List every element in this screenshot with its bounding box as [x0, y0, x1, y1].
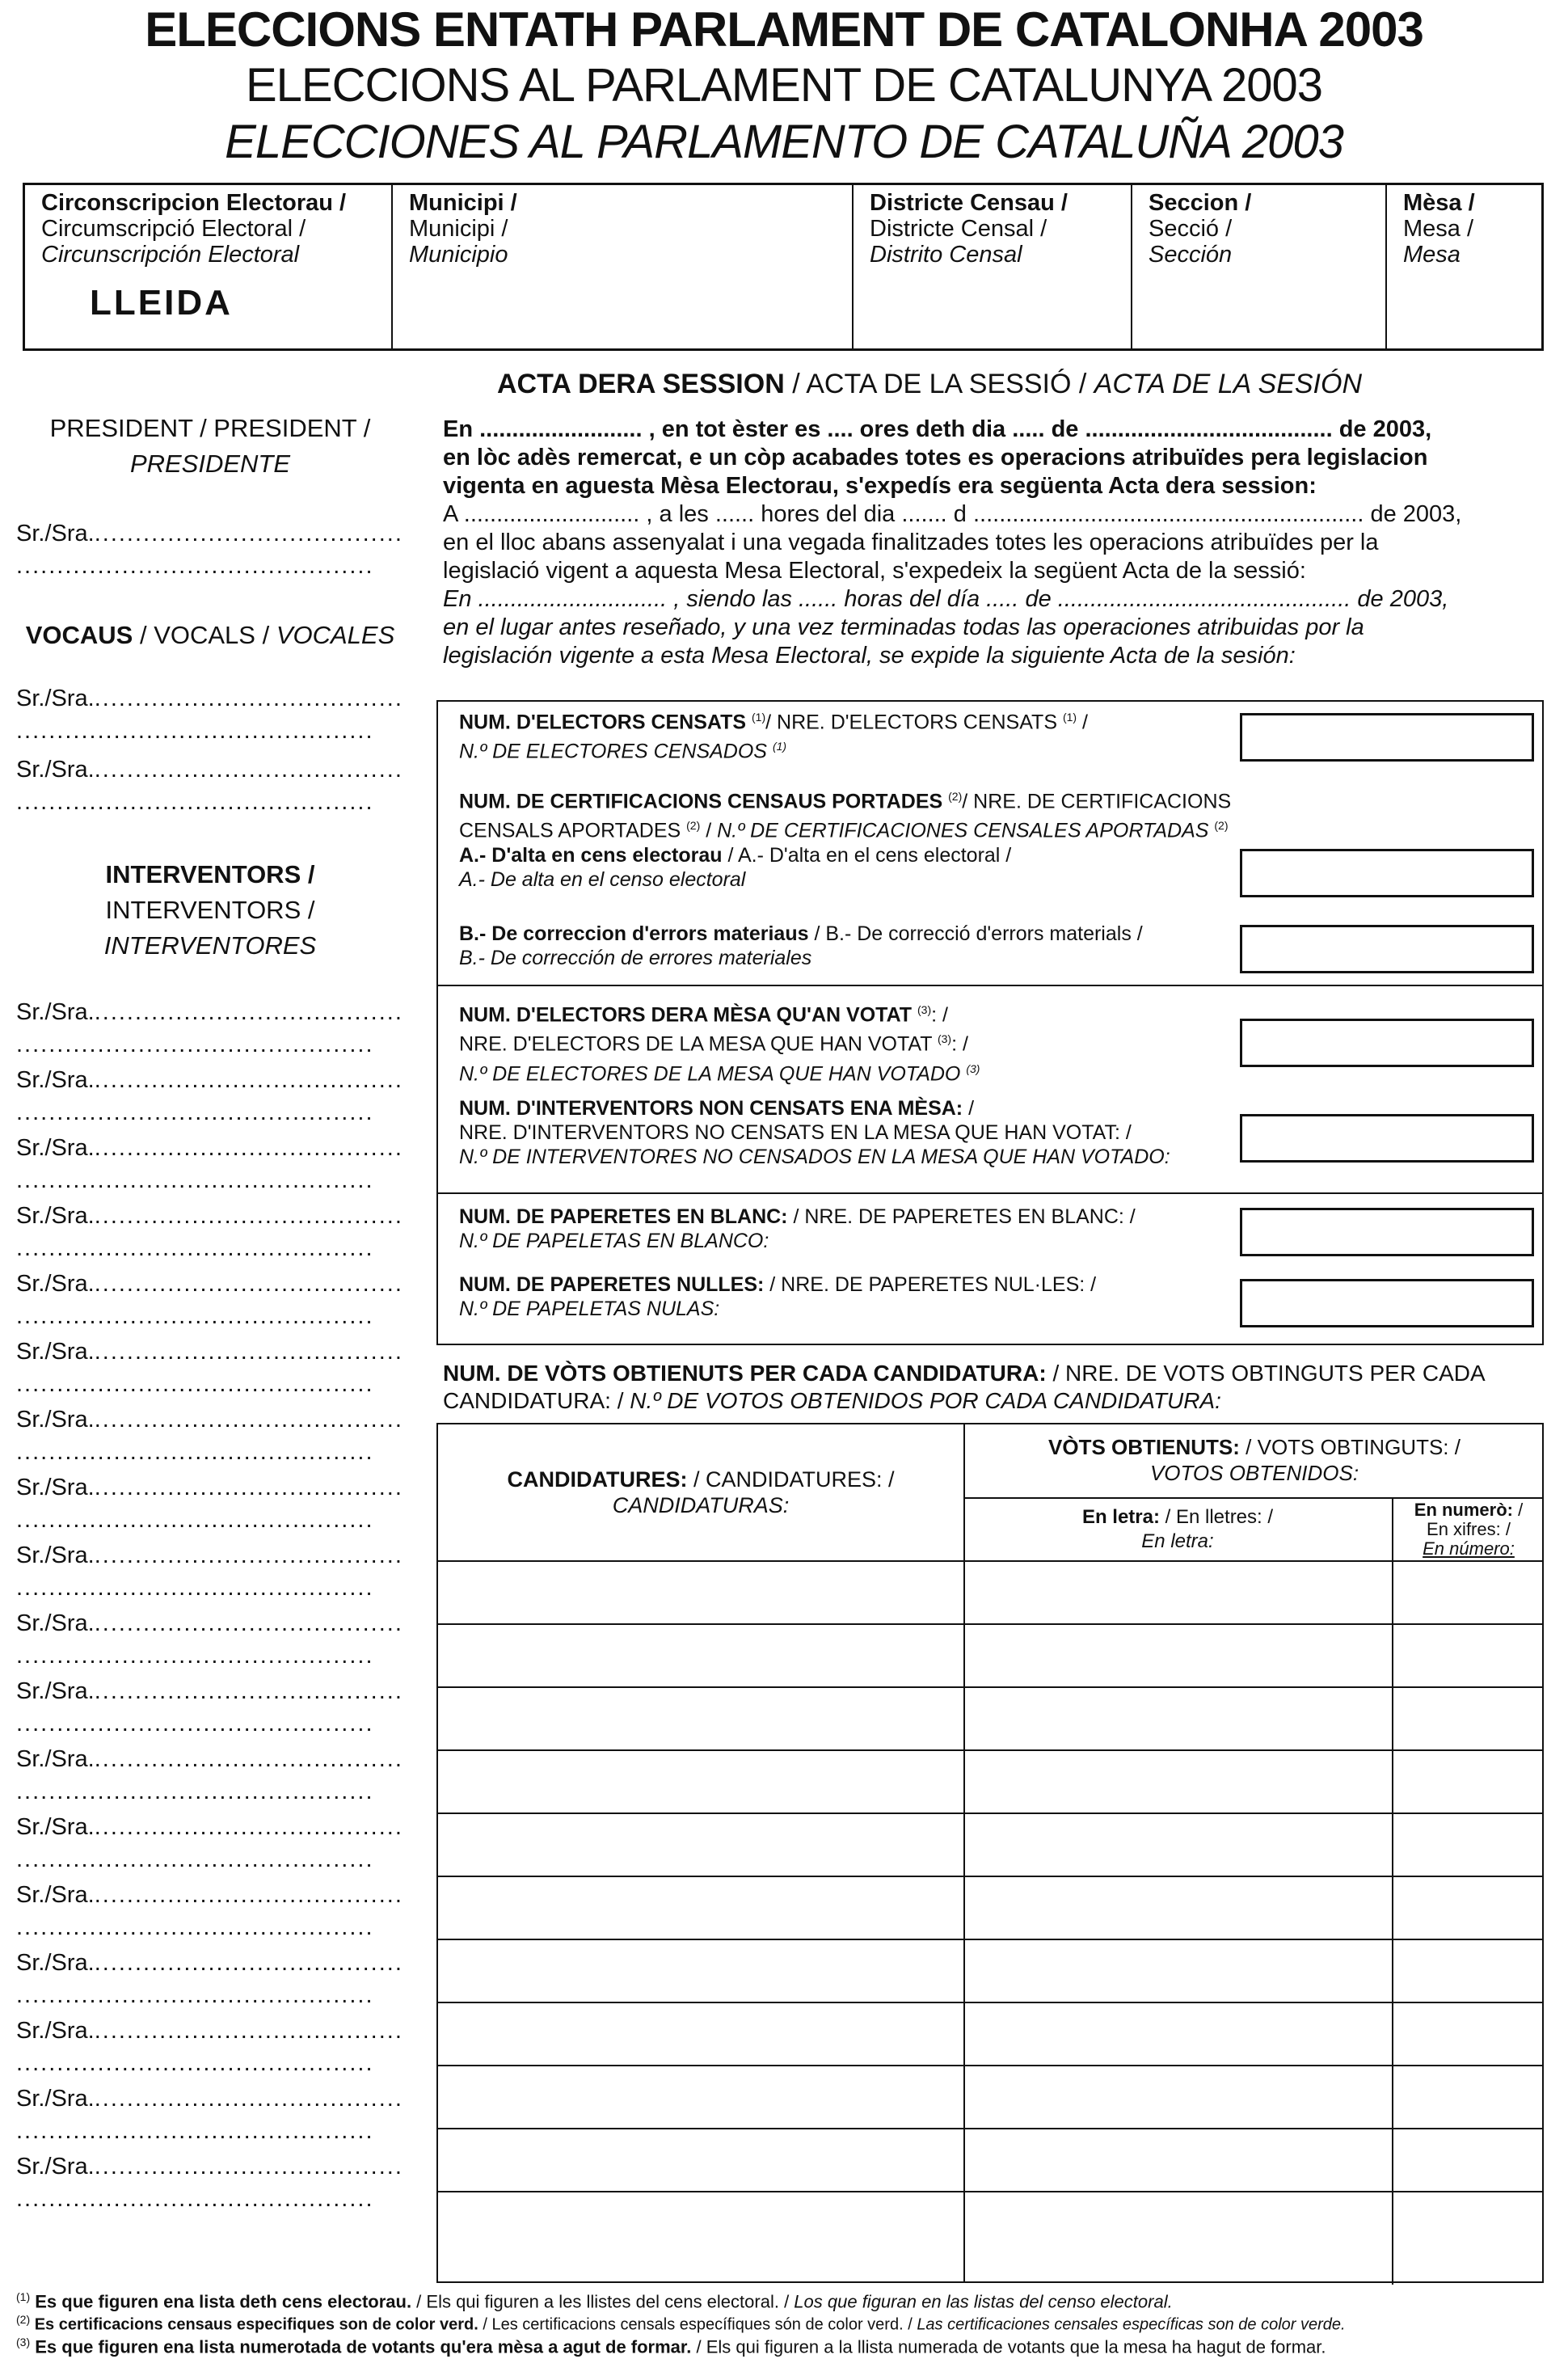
dotted-line: ......................................	[94, 1542, 403, 1568]
signature-line[interactable]	[16, 521, 403, 547]
municipi-label-ca: Municipi /	[409, 216, 508, 242]
dotted-line[interactable]: ............................................	[16, 1235, 374, 1261]
dotted-line[interactable]: ............................................	[16, 789, 374, 815]
sr-sra-label: Sr./Sra.	[16, 2018, 95, 2044]
votat-label-es: N.º DE ELECTORES DE LA MESA QUE HAN VOTADO	[459, 1061, 967, 1085]
row-divider	[438, 2128, 1542, 2129]
cert-label-oc: NUM. DE CERTIFICACIONS CENSAUS PORTADES	[459, 790, 949, 813]
interv-label-ca: NRE. D'INTERVENTORS NO CENSATS EN LA MESA QUE HAN VOTAT: /	[459, 1121, 1132, 1144]
acta-title	[315, 369, 1544, 400]
signature-line[interactable]	[16, 1882, 403, 1909]
dotted-line: ......................................	[94, 1203, 403, 1229]
president-label: PRESIDENT / PRESIDENT /	[49, 414, 371, 442]
row-divider	[438, 1623, 1542, 1625]
nulles-label-es: N.º DE PAPELETAS NULAS:	[459, 1298, 720, 1320]
districte-cell[interactable]	[854, 185, 1132, 348]
in-letters-header	[963, 1505, 1392, 1554]
municipi-label-es: Municipio	[409, 242, 508, 268]
sr-sra-label: Sr./Sra.	[16, 1135, 95, 1161]
vocals-label-es: VOCALES	[276, 621, 395, 649]
cand-label-ca: / CANDIDATURES: /	[687, 1467, 895, 1492]
para-oc-2: en lòc adès remercat, e un còp acabades totes es operacions atribuïdes pera legislacion	[443, 445, 1428, 471]
seccion-label-ca: Secció /	[1149, 216, 1233, 242]
interv-label-oc: NUM. D'INTERVENTORS NON CENSATS ENA MÈSA:	[459, 1097, 963, 1120]
title-spanish: ELECCIONES AL PARLAMENTO DE CATALUÑA 2003	[225, 116, 1343, 168]
num-label-ca: En xifres: /	[1427, 1519, 1511, 1539]
dotted-line[interactable]: ............................................	[16, 1439, 374, 1465]
votat-input[interactable]	[1240, 1019, 1534, 1067]
blanc-label-es: N.º DE PAPELETAS EN BLANCO:	[459, 1230, 769, 1252]
censats-label-es: N.º DE ELECTORES CENSADOS	[459, 740, 773, 763]
acta-title-es: ACTA DE LA SESIÓN	[1094, 369, 1363, 399]
sr-sra-label: Sr./Sra.	[16, 1746, 95, 1772]
sr-sra-label: Sr./Sra.	[16, 2086, 95, 2112]
para-es-2: en el lugar antes reseñado, y una vez terminadas todas las operaciones atribuidas por la	[443, 614, 1364, 640]
alta-label-es: A.- De alta en el censo electoral	[459, 867, 746, 891]
sr-sra-label: Sr./Sra.	[16, 1542, 95, 1568]
signature-line[interactable]	[16, 1814, 403, 1841]
vocals-label-ca: / VOCALS /	[133, 621, 276, 649]
header-box	[23, 183, 1544, 351]
footnote-2-ca: / Les certificacions censals específiques són de color verd. /	[478, 2315, 917, 2334]
votes-heading-es: N.º DE VOTOS OBTENIDOS POR CADA CANDIDATURA:	[630, 1388, 1221, 1413]
footnote-3	[16, 2332, 1552, 2357]
signature-line[interactable]	[16, 999, 403, 1026]
dotted-line[interactable]: ............................................	[16, 2186, 374, 2212]
footnote-ref: (2)	[1214, 819, 1229, 833]
votes-heading-ca: / NRE. DE VOTS OBTINGUTS PER CADA	[1046, 1361, 1486, 1386]
dotted-line[interactable]: ............................................	[16, 553, 374, 579]
obt-label-ca: / VOTS OBTINGUTS: /	[1239, 1435, 1461, 1459]
interv-label-es: N.º DE INTERVENTORES NO CENSADOS EN LA MESA QUE HAN VOTADO:	[459, 1146, 1170, 1168]
sr-sra-label: Sr./Sra.	[16, 1475, 95, 1500]
nulles-label-oc: NUM. DE PAPERETES NULLES:	[459, 1273, 765, 1296]
dotted-line: ......................................	[94, 1678, 403, 1704]
corr-label-oc: B.- De correccion d'errors materiaus	[459, 922, 809, 945]
session-paragraph	[443, 416, 1544, 670]
num-label-sep: /	[1513, 1500, 1524, 1520]
president-heading	[16, 411, 404, 482]
footnote-marker: (1)	[16, 2290, 31, 2303]
dotted-line: ......................................	[94, 1746, 403, 1772]
votes-heading	[443, 1360, 1544, 1415]
dotted-line[interactable]: ............................................	[16, 1303, 374, 1329]
signature-line[interactable]	[16, 1271, 403, 1298]
correccion-input[interactable]	[1240, 925, 1534, 973]
footnote-3-oc: Es que figuren ena lista numerotada de votants qu'era mèsa a agut de formar.	[35, 2336, 692, 2357]
correccion-label	[459, 922, 1235, 970]
sr-sra-label: Sr./Sra.	[16, 1067, 95, 1093]
footnote-ref: (1)	[1062, 711, 1077, 724]
municipi-cell[interactable]	[393, 185, 854, 348]
signature-line[interactable]	[16, 1746, 403, 1773]
candidatures-header	[438, 1466, 963, 1518]
dotted-line[interactable]: ............................................	[16, 2050, 374, 2076]
dotted-line: ......................................	[94, 686, 403, 711]
row-divider	[438, 2002, 1542, 2003]
interventors-heading	[16, 857, 404, 964]
votes-obtained-header	[963, 1434, 1545, 1486]
dotted-line[interactable]: ............................................	[16, 1099, 374, 1125]
dotted-line: ......................................	[94, 1882, 403, 1908]
seccion-cell[interactable]	[1132, 185, 1387, 348]
dotted-line[interactable]: ............................................	[16, 1982, 374, 2008]
title-occitan: ELECCIONS ENTATH PARLAMENT DE CATALONHA 2003	[145, 2, 1423, 57]
mesa-label-es: Mesa	[1403, 242, 1461, 268]
alta-label-oc: A.- D'alta en cens electorau	[459, 843, 723, 867]
alta-label-ca: / A.- D'alta en el cens electoral /	[722, 843, 1012, 867]
mesa-cell[interactable]	[1387, 185, 1541, 348]
sr-sra-label: Sr./Sra.	[16, 1882, 95, 1908]
letra-label-ca: / En lletres: /	[1159, 1506, 1274, 1528]
nulles-input[interactable]	[1240, 1279, 1534, 1327]
signature-line[interactable]	[16, 757, 403, 783]
corr-label-ca: / B.- De correcció d'errors materials /	[808, 922, 1143, 945]
signature-line[interactable]	[16, 1339, 403, 1365]
sr-sra-label: Sr./Sra.	[16, 1610, 95, 1636]
cert-label-es: N.º DE CERTIFICACIONES CENSALES APORTADAS	[717, 819, 1215, 842]
dotted-line: ......................................	[94, 1950, 403, 1976]
footnote-1-oc: Es que figuren ena lista deth cens electorau.	[35, 2291, 412, 2312]
dotted-line: ......................................	[94, 1610, 403, 1636]
censats-label-oc: NUM. D'ELECTORS CENSATS	[459, 711, 752, 734]
censats-label: NUM. D'ELECTORS CENSATS $^{(1)}$/ NRE. D'ELECTORS CENSATS $^{(1)}$ / N.º DE ELECTORES CENSADOS $^{(1)}$	[459, 711, 1088, 763]
votat-label-ca: NRE. D'ELECTORS DE LA MESA QUE HAN VOTAT	[459, 1032, 938, 1056]
districte-label-es: Distrito Censal	[870, 242, 1022, 268]
votes-table	[436, 1423, 1544, 2283]
row-divider	[438, 1749, 1542, 1751]
signature-line[interactable]	[16, 2086, 403, 2112]
interventors-label: NUM. D'INTERVENTORS NON CENSATS ENA MÈSA: / NRE. D'INTERVENTORS NO CENSATS EN LA MESA QUE HAN VOTAT: / N.º DE INTERVENTORES NO CENSADOS EN LA MESA QUE HAN VOTADO:	[459, 1096, 1235, 1169]
alta-input[interactable]	[1240, 849, 1534, 897]
seccion-label-es: Sección	[1149, 242, 1233, 268]
num-label-es: En número:	[1423, 1538, 1515, 1559]
signature-line[interactable]	[16, 1678, 403, 1705]
row-divider	[963, 1497, 1542, 1499]
sr-sra-label: Sr./Sra.	[16, 1271, 95, 1297]
footnote-ref: (3)	[917, 1003, 932, 1016]
para-oc-1: En ......................... , en tot èster es .... ores deth dia ..... de ...................................... de 2003,	[443, 416, 1432, 442]
dotted-line: ......................................	[94, 757, 403, 783]
para-es-3: legislación vigente a esta Mesa Electoral, se expide la siguiente Acta de la sesión:	[443, 643, 1296, 669]
col-divider	[1392, 1497, 1393, 2285]
dotted-line[interactable]: ............................................	[16, 1643, 374, 1669]
censats-label-ca: / NRE. D'ELECTORS CENSATS	[765, 711, 1063, 734]
dotted-line: ......................................	[94, 1407, 403, 1433]
cert-label-ca-2: CENSALS APORTADES	[459, 819, 687, 842]
dotted-line[interactable]: ............................................	[16, 1711, 374, 1737]
footnote-marker: (2)	[16, 2313, 31, 2326]
footnote-ref: (2)	[686, 819, 701, 833]
dotted-line: ......................................	[94, 1135, 403, 1161]
signature-line[interactable]	[16, 1203, 403, 1230]
footnote-ref: (1)	[752, 711, 766, 724]
corr-label-es: B.- De corrección de errores materiales	[459, 947, 812, 969]
sr-sra-label: Sr./Sra.	[16, 757, 95, 783]
votes-heading-oc: NUM. DE VÒTS OBTIENUTS PER CADA CANDIDATURA:	[443, 1361, 1047, 1386]
dotted-line[interactable]: ............................................	[16, 1371, 374, 1397]
footnote-1-ca: / Els qui figuren a les llistes del cens electoral. /	[411, 2291, 795, 2312]
nulles-label-ca: / NRE. DE PAPERETES NUL·LES: /	[764, 1273, 1097, 1296]
signature-line[interactable]	[16, 1542, 403, 1569]
para-ca-3: legislació vigent a aquesta Mesa Electoral, s'expedeix la següent Acta de la sessió:	[443, 558, 1306, 584]
districte-label-oc: Districte Censau /	[870, 190, 1068, 216]
votes-heading-ca-2: CANDIDATURA: /	[443, 1388, 630, 1413]
circ-label-es: Circunscripción Electoral	[41, 242, 300, 268]
interventors-label-ca: INTERVENTORS /	[105, 896, 315, 924]
signature-line[interactable]	[16, 1610, 403, 1637]
interventors-input[interactable]	[1240, 1114, 1534, 1163]
sr-sra-label: Sr./Sra.	[16, 1203, 95, 1229]
vocals-label-oc: VOCAUS	[25, 621, 133, 649]
row-divider	[438, 2065, 1542, 2066]
dotted-line[interactable]: ............................................	[16, 1914, 374, 1940]
dotted-line: ......................................	[94, 2018, 403, 2044]
para-ca-1: A ........................... , a les ...... hores del dia ....... d ............................................................ de 2003,	[443, 501, 1462, 527]
signature-line[interactable]	[16, 1475, 403, 1501]
cand-label-oc: CANDIDATURES:	[507, 1467, 688, 1492]
in-numbers-header	[1393, 1500, 1544, 1559]
row-divider	[438, 1560, 1542, 1562]
interventors-label-oc: INTERVENTORS /	[105, 860, 315, 888]
signature-line[interactable]	[16, 686, 403, 712]
sr-sra-label: Sr./Sra.	[16, 1407, 95, 1433]
cert-label-ca: / NRE. DE CERTIFICACIONS	[962, 790, 1232, 813]
dotted-line[interactable]: ............................................	[16, 1032, 374, 1057]
footnote-ref: (3)	[937, 1032, 952, 1046]
president-label-es: PRESIDENTE	[129, 449, 291, 478]
votat-label: NUM. D'ELECTORS DERA MÈSA QU'AN VOTAT $^{(3)}$: / NRE. D'ELECTORS DE LA MESA QUE HAN VOTAT $^{(3)}$: / N.º DE ELECTORES DE LA MESA QUE HAN VOTADO $^{(3)}$	[459, 1003, 980, 1085]
dotted-line: ......................................	[94, 2086, 403, 2112]
dotted-line[interactable]: ............................................	[16, 1575, 374, 1601]
footnote-2-es: Las certificaciones censales específicas son de color verde.	[917, 2315, 1346, 2334]
dotted-line: ......................................	[94, 1271, 403, 1297]
footnote-ref: (2)	[948, 790, 963, 803]
signature-line[interactable]	[16, 1135, 403, 1162]
dotted-line[interactable]: ............................................	[16, 1167, 374, 1193]
para-ca-2: en el lloc abans assenyalat i una vegada finalitzades totes les operacions atribuïdes per la	[443, 530, 1379, 555]
dotted-line[interactable]: ............................................	[16, 718, 374, 744]
certificacions-label: NUM. DE CERTIFICACIONS CENSAUS PORTADES $^{(2)}$/ NRE. DE CERTIFICACIONS CENSALS APORTADES $^{(2)}$ / N.º DE CERTIFICACIONES CENSALES APORTADAS $^{(2)}$ A.- D'alta en cens electorau / A.- D'alta en el cens electoral / A.- De alta en el censo electoral	[459, 784, 1235, 892]
dotted-line: ......................................	[94, 1475, 403, 1500]
sr-sra-label: Sr./Sra.	[16, 1814, 95, 1840]
vocals-heading	[16, 618, 404, 653]
mesa-label-oc: Mèsa /	[1403, 190, 1475, 216]
row-divider	[438, 1686, 1542, 1688]
blanc-label-oc: NUM. DE PAPERETES EN BLANC:	[459, 1205, 788, 1228]
blanc-input[interactable]	[1240, 1208, 1534, 1256]
blanc-label-ca: / NRE. DE PAPERETES EN BLANC: /	[787, 1205, 1136, 1228]
para-es-1: En ............................. , siendo las ...... horas del día ..... de ............................................. de 2003,	[443, 586, 1449, 612]
seccion-label-oc: Seccion /	[1149, 190, 1252, 216]
footnote-2-oc: Es certificacions censaus especifiques son de color verd.	[34, 2315, 478, 2334]
dotted-line: ......................................	[94, 1814, 403, 1840]
dotted-line: ......................................	[94, 1067, 403, 1093]
circumscription-value: LLEIDA	[90, 283, 233, 323]
sr-sra-label: Sr./Sra.	[16, 521, 95, 546]
num-label-oc: En numerò:	[1414, 1500, 1513, 1520]
nulles-label	[459, 1272, 1235, 1321]
dotted-line[interactable]: ............................................	[16, 1779, 374, 1804]
acta-title-ca: / ACTA DE LA SESSIÓ /	[784, 369, 1094, 399]
footnote-1-es: Los que figuran en las listas del censo electoral.	[794, 2291, 1173, 2312]
signature-line[interactable]	[16, 2154, 403, 2180]
dotted-line: ......................................	[94, 521, 403, 546]
blanc-label	[459, 1205, 1235, 1253]
interventors-label-es: INTERVENTORES	[103, 931, 317, 960]
dotted-line[interactable]: ............................................	[16, 2118, 374, 2144]
row-divider	[438, 1813, 1542, 1814]
dotted-line: ......................................	[94, 1339, 403, 1365]
row-divider	[438, 2191, 1542, 2192]
row-divider	[438, 1876, 1542, 1877]
divider	[436, 1192, 1544, 1194]
dotted-line[interactable]: ............................................	[16, 1846, 374, 1872]
para-oc-3: vigenta en aguesta Mèsa Electorau, s'expedís era següenta Acta dera session:	[443, 473, 1317, 499]
censats-input[interactable]	[1240, 713, 1534, 762]
acta-title-oc: ACTA DERA SESSION	[496, 369, 785, 399]
footnote-3-ca: / Els qui figuren a la llista numerada de votants que la mesa ha hagut de formar.	[691, 2336, 1326, 2357]
signature-line[interactable]	[16, 1407, 403, 1433]
circ-label-oc: Circonscripcion Electorau /	[41, 190, 347, 216]
sr-sra-label: Sr./Sra.	[16, 686, 95, 711]
signature-line[interactable]	[16, 1950, 403, 1977]
sr-sra-label: Sr./Sra.	[16, 1950, 95, 1976]
row-divider	[438, 1939, 1542, 1940]
sr-sra-label: Sr./Sra.	[16, 2154, 95, 2180]
obt-label-es: VOTOS OBTENIDOS:	[1149, 1461, 1359, 1485]
footnote-marker: (3)	[16, 2336, 31, 2348]
mesa-label-ca: Mesa /	[1403, 216, 1474, 242]
circumscription-cell	[25, 185, 393, 348]
divider	[436, 985, 1544, 986]
sr-sra-label: Sr./Sra.	[16, 1678, 95, 1704]
circ-label-ca: Circumscripció Electoral /	[41, 216, 306, 242]
obt-label-oc: VÒTS OBTIENUTS:	[1048, 1435, 1240, 1459]
cand-label-es: CANDIDATURAS:	[612, 1493, 790, 1517]
title-catalan: ELECCIONS AL PARLAMENT DE CATALUNYA 2003	[245, 59, 1323, 112]
footnote-ref: (1)	[772, 740, 787, 753]
dotted-line[interactable]: ............................................	[16, 1507, 374, 1533]
votat-label-oc: NUM. D'ELECTORS DERA MÈSA QU'AN VOTAT	[459, 1003, 917, 1027]
footnote-ref: (3)	[966, 1061, 980, 1075]
signature-line[interactable]	[16, 1067, 403, 1094]
dotted-line: ......................................	[94, 999, 403, 1025]
letra-label-es: En letra:	[1141, 1530, 1214, 1552]
districte-label-ca: Districte Censal /	[870, 216, 1047, 242]
sr-sra-label: Sr./Sra.	[16, 999, 95, 1025]
sr-sra-label: Sr./Sra.	[16, 1339, 95, 1365]
letra-label-oc: En letra:	[1081, 1506, 1160, 1528]
signature-line[interactable]	[16, 2018, 403, 2045]
dotted-line: ......................................	[94, 2154, 403, 2180]
municipi-label-oc: Municipi /	[409, 190, 517, 216]
